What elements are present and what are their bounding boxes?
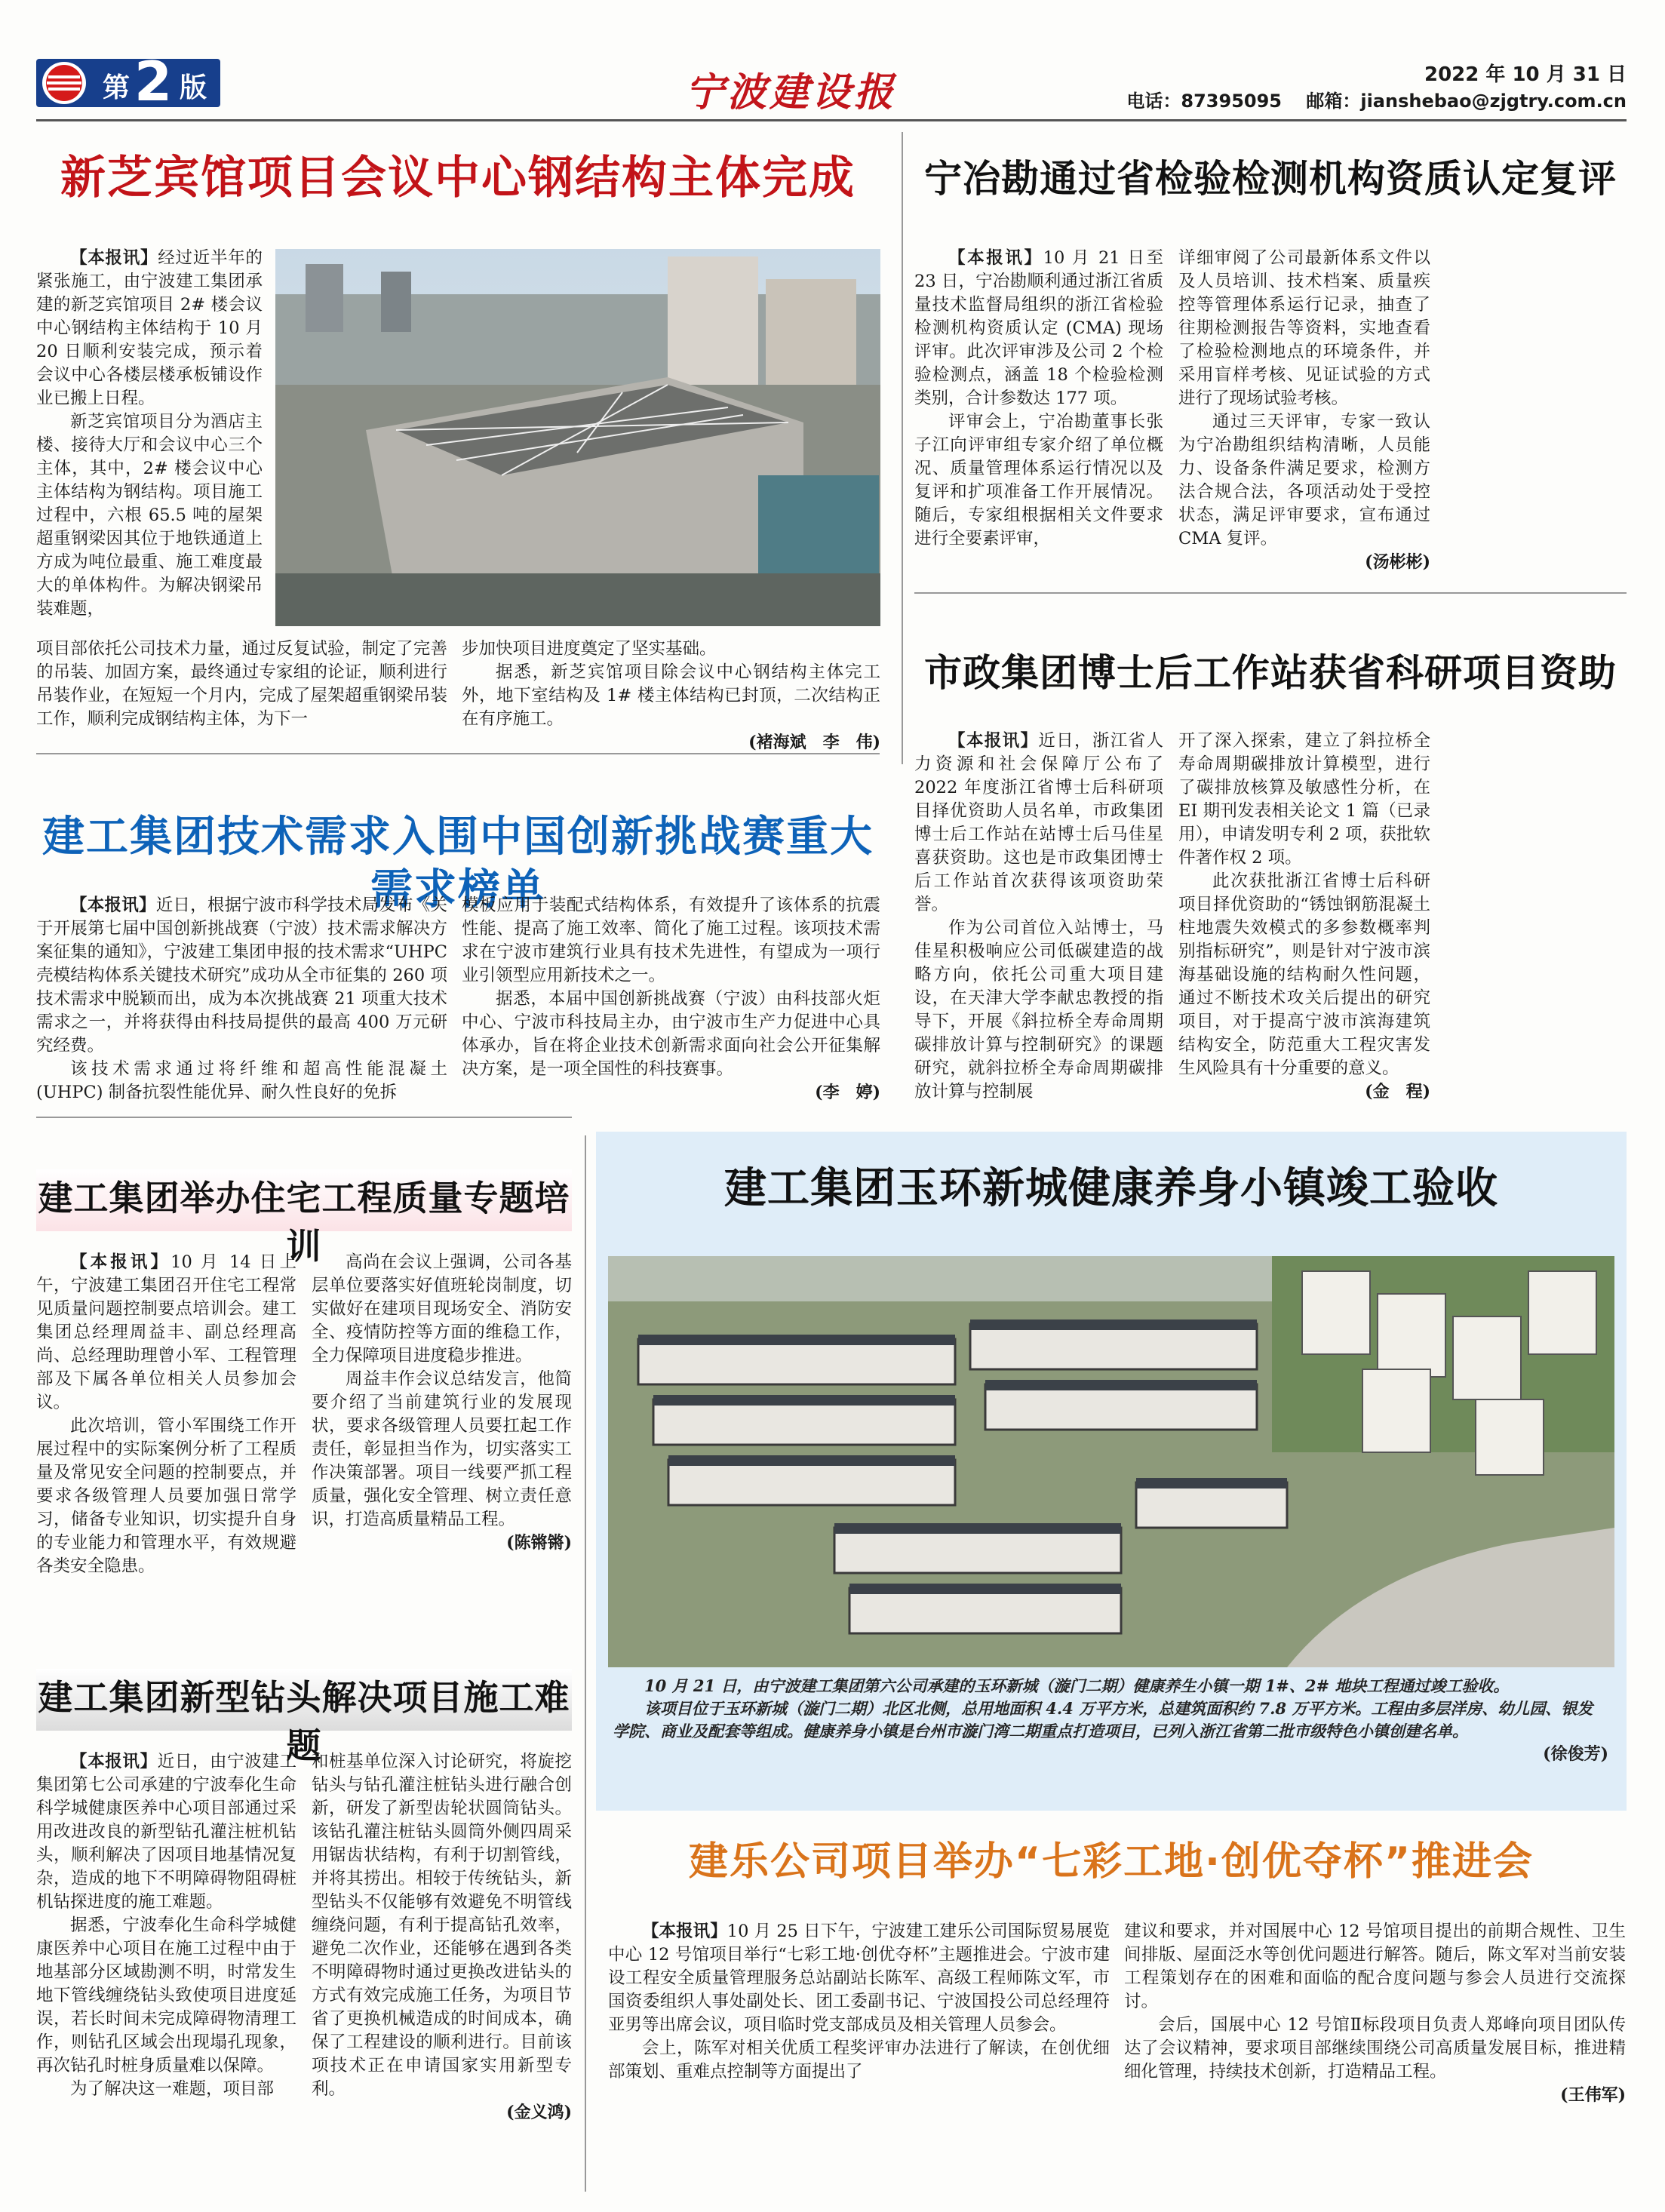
header-rule — [36, 119, 1627, 121]
headline: 建工集团举办住宅工程质量专题培训 — [38, 1178, 570, 1267]
article-body — [36, 637, 447, 731]
caption-paragraph: 10 月 21 日，由宁波建工集团第六公司承建的玉环新城（漩门二期）健康养生小镇一期 1#、2# 地块工程通过竣工验收。 — [644, 1676, 1510, 1695]
paragraph: 据悉，宁波奉化生命科学城健康医养中心项目在施工过程中由于地基部分区域勘测不明，时常发生地下管线缠绕钻头致使项目进度延误，若长时间未完成障碍物清理工作，则钻孔区域会出现塌孔现象，再次钻孔时桩身质量难以保障。 — [36, 1916, 296, 2075]
paragraph: 通过三天评审，专家一致认为宁冶勘组织结构清晰，人员能力、设备条件满足要求，检测方法合规合法，各项活动处于受控状态，满足评审要求，宣布通过 CMA 复评。 — [1178, 412, 1430, 548]
paragraph: 近日，浙江省人力资源和社会保障厅公布了 2022 年度浙江省博士后科研项目择优资助人员名单，市政集团博士后工作站在站博士后马佳星喜获资助。这也是市政集团博士后工作站首次获得该项资助荣誉。 — [914, 731, 1163, 914]
news-tag: 【本报讯】 — [948, 731, 1039, 751]
paragraph: 项目部依托公司技术力量，通过反复试验，制定了完善的吊装、加固方案，最终通过专家组的论证，顺利进行吊装作业，在短短一个月内，完成了屋架超重钢梁吊装工作，顺利完成钢结构主体，为下一 — [36, 639, 447, 729]
paragraph: 周益丰作会议总结发言，他简要介绍了当前建筑行业的发展现状，要求各级管理人员要扛起工作责任，彰显担当作为，切实落实工作决策部署。项目一线要严抓工程质量，强化安全管理、树立责任意识，打造高质量精品工程。 — [312, 1369, 572, 1529]
page-number: 2 — [134, 50, 173, 113]
paragraph: 经过近半年的紧张施工，由宁波建工集团承建的新芝宾馆项目 2# 楼会议中心钢结构主体结构于 10 月 20 日顺利安装完成，预示着会议中心各楼层楼承板铺设作业已搬上日程。 — [36, 248, 263, 408]
news-tag: 【本报讯】 — [948, 248, 1043, 268]
contact-email: 邮箱：jianshebao@zjgtry.com.cn — [1306, 91, 1627, 112]
paragraph: 评审会上，宁冶勘董事长张子江向评审组专家介绍了单位概况、质量管理体系运行情况以及复评和扩项准备工作开展情况。随后，专家组根据相关文件要求进行全要素评审， — [914, 412, 1163, 548]
news-tag: 【本报讯】 — [70, 896, 156, 915]
paragraph: 步加快项目进度奠定了坚实基础。 — [462, 639, 717, 659]
byline: (褚海斌 李 伟) — [748, 733, 880, 752]
issue-date: 2022 年 10 月 31 日 — [1424, 63, 1627, 86]
contact-line — [1126, 86, 1627, 112]
news-tag: 【本报讯】 — [70, 248, 158, 268]
byline: (陈锵锵) — [506, 1533, 572, 1553]
byline: (金义鸿) — [506, 2103, 572, 2122]
article-body — [312, 1750, 572, 2124]
headline: 建乐公司项目举办“七彩工地·创优夺杯”推进会 — [688, 1839, 1534, 1885]
construction-photo — [275, 249, 880, 626]
article-body — [462, 637, 880, 754]
article-body — [914, 247, 1163, 551]
paragraph: 会上，陈军对相关优质工程奖评审办法进行了解读，在创优细部策划、重难点控制等方面提出了 — [608, 2038, 1110, 2081]
page-label: 第 — [103, 72, 131, 103]
byline: (徐俊芳) — [1543, 1744, 1608, 1764]
byline: (李 婷) — [815, 1083, 880, 1102]
paragraph: 模板应用于装配式结构体系，有效提升了该体系的抗震性能、提高了施工效率、简化了施工过程。该项技术需求在宁波市建筑行业具有技术先进性，有望成为一项行业引领型应用新技术之一。 — [462, 896, 880, 985]
column-divider — [585, 1135, 586, 2192]
byline: (汤彬彬) — [1365, 552, 1430, 572]
logo-icon — [42, 62, 86, 104]
headline: 建工集团新型钻头解决项目施工难题 — [38, 1677, 570, 1766]
news-tag: 【本报讯】 — [70, 1752, 158, 1771]
paragraph: 据悉，本届中国创新挑战赛（宁波）由科技部火炬中心、宁波市科技局主办，由宁波市生产力促进中心具体承办，旨在将企业技术创新需求面向社会公开征集解决方案，是一项全国性的科技赛事。 — [462, 989, 880, 1079]
paragraph: 近日，由宁波建工集团第七公司承建的宁波奉化生命科学城健康医养中心项目部通过采用改进改良的新型钻孔灌注桩机钻头，顺利解决了因项目地基情况复杂，造成的地下不明障碍物阻碍桩机钻探进度的施工难题。 — [36, 1752, 296, 1912]
paragraph: 新芝宾馆项目分为酒店主楼、接待大厅和会议中心三个主体，其中，2# 楼会议中心主体结构为钢结构。项目施工过程中，六根 65.5 吨的屋架超重钢梁因其位于地铁通道上方成为吨位最重、施工难度最大的单体构件。为解决钢梁吊装难题， — [36, 412, 263, 619]
headline: 市政集团博士后工作站获省科研项目资助 — [924, 651, 1617, 695]
article-body — [36, 894, 447, 1104]
article-body — [36, 247, 263, 621]
paragraph: 开了深入探索，建立了斜拉桥全寿命周期碳排放计算模型，进行了碳排放核算及敏感性分析，在 EI 期刊发表相关论文 1 篇（已录用），申请发明专利 2 项，获批软件著作权 2 项。 — [1178, 731, 1430, 868]
paragraph: 高尚在会议上强调，公司各基层单位要落实好值班轮岗制度，切实做好在建项目现场安全、消防安全、疫情防控等方面的维稳工作，全力保障项目进度稳步推进。 — [312, 1252, 572, 1366]
article-body — [36, 1750, 296, 2101]
byline: (王伟军) — [1560, 2085, 1626, 2105]
article-body — [36, 1251, 296, 1578]
article-body — [1178, 247, 1430, 574]
photo-caption — [613, 1675, 1608, 1765]
paragraph: 10 月 21 日至 23 日，宁冶勘顺利通过浙江省质量技术监督局组织的浙江省检验检测机构资质认定 (CMA) 现场评审。此次评审涉及公司 2 个检验检测点，涵盖 18 个检验检测类别，合计参数达 177 项。 — [914, 248, 1163, 408]
paragraph: 此次获批浙江省博士后科研项目择优资助的“锈蚀钢筋混凝土柱地震失效模式的多参数概率判别指标研究”，则是针对宁波市滨海基础设施的结构耐久性问题，通过不断技术攻关后提出的研究项目，对于提高宁波市滨海建筑结构安全，防范重大工程灾害发生风险具有十分重要的意义。 — [1178, 871, 1430, 1078]
paragraph: 详细审阅了公司最新体系文件以及人员培训、技术档案、质量疾控等管理体系运行记录，抽查了往期检测报告等资料，实地查看了检验检测地点的环境条件，并采用盲样考核、见证试验的方式进行了现场试验考核。 — [1178, 248, 1430, 408]
paragraph: 和桩基单位深入讨论研究，将旋挖钻头与钻孔灌注桩钻头进行融合创新，研发了新型齿轮状圆筒钻头。该钻孔灌注桩钻头圆筒外侧四周采用锯齿状结构，有利于切割管线，并将其捞出。相较于传统钻头，新型钻头不仅能够有效避免不明管线缠绕问题，有利于提高钻孔效率，避免二次作业，还能够在遇到各类不明障碍物时通过更换改进钻头的方式有效完成施工任务，为项目节省了更换机械造成的时间成本，确保了工程建设的顺利进行。目前该项技术正在申请国家实用新型专利。 — [312, 1752, 572, 2099]
masthead-bar — [36, 50, 1627, 115]
contact-phone: 电话：87395095 — [1126, 91, 1282, 112]
article-body — [608, 1920, 1110, 2084]
headline: 新芝宾馆项目会议中心钢结构主体完成 — [60, 152, 856, 204]
article-body — [312, 1251, 572, 1555]
news-tag: 【本报讯】 — [642, 1922, 727, 1941]
byline: (金 程) — [1365, 1082, 1430, 1101]
caption-paragraph: 该项目位于玉环新城（漩门二期）北区北侧，总用地面积 4.4 万平方米，总建筑面积约 7.8 万平方米。工程由多层洋房、幼儿园、银发学院、商业及配套等组成。健康养身小镇是台州市漩门湾二期重点打造项目，已列入浙江省第二批市级特色小镇创建名单。 — [613, 1699, 1593, 1740]
article-body — [1124, 1920, 1626, 2107]
column-divider — [902, 132, 903, 764]
paragraph: 建议和要求，并对国展中心 12 号馆项目提出的前期合规性、卫生间排版、屋面泛水等创优问题进行解答。随后，陈文军对当前安装工程策划存在的困难和面临的配合度问题与参会人员进行交流探讨。 — [1124, 1922, 1626, 2011]
paragraph: 为了解决这一难题，项目部 — [70, 2079, 275, 2099]
paragraph: 会后，国展中心 12 号馆Ⅱ标段项目负责人郑峰向项目团队传达了会议精神，要求项目部继续围绕公司高质量发展目标，推进精细化管理，持续技术创新，打造精品工程。 — [1124, 2015, 1626, 2081]
paragraph: 10 月 14 日上午，宁波建工集团召开住宅工程常见质量问题控制要点培训会。建工集团总经理周益丰、副总经理高尚、总经理助理曾小军、工程管理部及下属各单位相关人员参加会议。 — [36, 1252, 296, 1412]
headline: 建工集团技术需求入围中国创新挑战赛重大需求榜单 — [42, 813, 874, 914]
page-suffix: 版 — [180, 72, 207, 103]
section-divider — [914, 592, 1627, 594]
paragraph: 作为公司首位入站博士，马佳星积极响应公司低碳建造的战略方向，依托公司重大项目建设，在天津大学李献忠教授的指导下，开展《斜拉桥全寿命周期碳排放计算与控制研究》的课题研究，就斜拉桥全寿命周期碳排放计算与控制展 — [914, 918, 1163, 1101]
aerial-photo — [608, 1256, 1614, 1667]
article-body — [462, 894, 880, 1104]
headline: 建工集团玉环新城健康养身小镇竣工验收 — [724, 1164, 1498, 1213]
masthead-title: 宁波建设报 — [685, 69, 897, 115]
article-body — [914, 730, 1163, 1104]
paragraph: 此次培训，管小军围绕工作开展过程中的实际案例分析了工程质量及常见安全问题的控制要点，并要求各级管理人员要加强日常学习，储备专业知识，切实提升自身的专业能力和管理水平，有效规避各类安全隐患。 — [36, 1416, 296, 1576]
paragraph: 该技术需求通过将纤维和超高性能混凝土 (UHPC) 制备抗裂性能优异、耐久性良好的免拆 — [36, 1059, 447, 1102]
headline: 宁冶勘通过省检验检测机构资质认定复评 — [924, 157, 1617, 201]
paragraph: 10 月 25 日下午，宁波建工建乐公司国际贸易展览中心 12 号馆项目举行“七彩工地·创优夺杯”主题推进会。宁波市建设工程安全质量管理服务总站副站长陈军、高级工程师陈文军，市国资委组织人事处副处长、团工委副书记、宁波国投公司总经理符亚男等出席会议，项目临时党支部成员及相关管理人员参会。 — [608, 1922, 1110, 2035]
news-tag: 【本报讯】 — [70, 1252, 171, 1272]
paragraph: 近日，根据宁波市科学技术局发布《关于开展第七届中国创新挑战赛（宁波）技术需求解决方案征集的通知》，宁波建工集团申报的技术需求“UHPC 壳模结构体系关键技术研究”成功从全市征集的 260 项技术需求中脱颖而出，成为本次挑战赛 21 项重大技术需求之一，并将获得由科技局提供的最高 400 万元研究经费。 — [36, 896, 447, 1055]
section-divider — [36, 1117, 572, 1118]
article-body — [1178, 730, 1430, 1104]
paragraph: 据悉，新芝宾馆项目除会议中心钢结构主体完工外，地下室结构及 1# 楼主体结构已封顶，二次结构正在有序施工。 — [462, 662, 880, 729]
